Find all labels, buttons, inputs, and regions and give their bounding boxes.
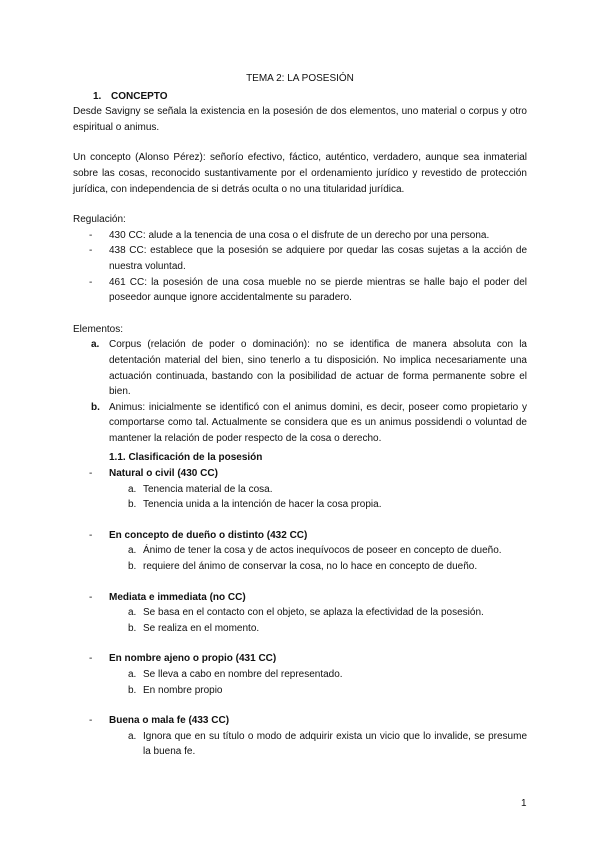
classification-label: Buena o mala fe (433 CC) bbox=[109, 715, 230, 727]
sub-item bbox=[73, 497, 527, 513]
section-label: CONCEPTO bbox=[111, 90, 168, 102]
elements-heading: Elementos: bbox=[73, 323, 124, 335]
classification-group bbox=[73, 528, 527, 544]
sub-item-text: Se lleva a cabo en nombre del representado. bbox=[143, 669, 343, 680]
spacer bbox=[73, 575, 527, 590]
list-marker: - bbox=[89, 591, 93, 603]
spacer bbox=[73, 135, 527, 150]
elements-list bbox=[73, 337, 527, 446]
classification-sublist bbox=[73, 543, 527, 574]
list-marker: - bbox=[89, 276, 93, 288]
list-marker: a. bbox=[128, 607, 137, 619]
sub-item bbox=[73, 621, 527, 637]
spacer bbox=[73, 197, 527, 212]
list-marker: - bbox=[89, 653, 93, 665]
list-marker: a. bbox=[128, 545, 137, 557]
sub-item-text: En nombre propio bbox=[143, 684, 223, 696]
list-marker: b. bbox=[91, 401, 100, 413]
classification-group bbox=[73, 651, 527, 667]
section-heading bbox=[93, 89, 527, 105]
sub-item-text: Tenencia unida a la intención de hacer la cosa propia. bbox=[143, 499, 382, 511]
element-item bbox=[73, 337, 527, 399]
list-marker: a. bbox=[91, 339, 100, 351]
sub-item-text: requiere del ánimo de conservar la cosa, no lo hace en concepto de dueño. bbox=[143, 561, 478, 573]
classification-sublist bbox=[73, 729, 527, 760]
sub-item-text: Ignora que en su título o modo de adquirir exista un vicio que lo invalide, se presume la buena fe. bbox=[143, 730, 527, 758]
classification-sublist bbox=[73, 482, 527, 513]
element-text: Corpus (relación de poder o dominación): no se identifica de manera absoluta con la detentación material del bien, sino tenerlo a tu disposición. No implica necesariamente una actuación continuada, bastando con la posibilidad de actuar de forma permanente sobre el bien. bbox=[109, 339, 527, 398]
list-marker: a. bbox=[128, 669, 137, 680]
list-marker: - bbox=[89, 715, 93, 727]
element-item bbox=[73, 400, 527, 447]
classification-sublist bbox=[73, 667, 527, 698]
regulation-heading: Regulación: bbox=[73, 214, 126, 226]
classification-label: En nombre ajeno o propio (431 CC) bbox=[109, 653, 277, 665]
sub-item-text: Se realiza en el momento. bbox=[143, 622, 260, 634]
classification-label: Natural o civil (430 CC) bbox=[109, 468, 218, 480]
list-marker: - bbox=[89, 529, 93, 541]
sub-item bbox=[73, 482, 527, 498]
classification-sublist bbox=[73, 605, 527, 636]
regulation-text: 430 CC: alude a la tenencia de una cosa o el disfrute de un derecho por una persona. bbox=[109, 229, 490, 241]
spacer bbox=[73, 698, 527, 713]
sub-item-text: Ánimo de tener la cosa y de actos inequívocos de poseer en concepto de dueño. bbox=[143, 545, 502, 557]
sub-item bbox=[73, 605, 527, 621]
sub-item bbox=[73, 559, 527, 575]
classification-label: Mediata e immediata (no CC) bbox=[109, 591, 246, 603]
sub-item bbox=[73, 683, 527, 699]
classification-heading: 1.1. Clasificación de la posesión bbox=[109, 452, 263, 464]
sub-item bbox=[73, 543, 527, 559]
list-marker: a. bbox=[128, 483, 137, 495]
classification-label: En concepto de dueño o distinto (432 CC) bbox=[109, 529, 308, 541]
element-text: Animus: inicialmente se identificó con el animus domini, es decir, poseer como propietario y comportarse como tal. Actualmente se considera que es un animus possidendi o voluntad de mantener la relación de poder respecto de la cosa o derecho. bbox=[109, 401, 527, 444]
list-marker: b. bbox=[128, 561, 137, 573]
sub-item bbox=[73, 667, 527, 683]
sub-item bbox=[73, 729, 527, 760]
concept-paragraph: Un concepto (Alonso Pérez): señorío efectivo, fáctico, auténtico, verdadero, aunque sea inmaterial sobre las cosas, reconocido sustantivamente por el ordenamiento jurídico y revestido de protección jurídica, con independencia de si detrás oculta o no una titularidad jurídica. bbox=[73, 152, 527, 195]
list-marker: - bbox=[89, 468, 93, 480]
list-marker: b. bbox=[128, 499, 137, 511]
list-marker: - bbox=[89, 245, 93, 257]
spacer bbox=[73, 513, 527, 528]
sub-item-text: Tenencia material de la cosa. bbox=[143, 483, 273, 495]
sub-item-text: Se basa en el contacto con el objeto, se aplaza la efectividad de la posesión. bbox=[143, 607, 484, 619]
classification-group bbox=[73, 466, 527, 482]
document-title: TEMA 2: LA POSESIÓN bbox=[246, 73, 354, 84]
intro-paragraph: Desde Savigny se señala la existencia en la posesión de dos elementos, uno material o corpus y otro espiritual o animus. bbox=[73, 106, 527, 133]
regulation-text: 438 CC: establece que la posesión se adquiere por quedar las cosas sujetas a la acción de nuestra voluntad. bbox=[109, 245, 527, 272]
regulation-text: 461 CC: la posesión de una cosa mueble no se pierde mientras se halle bajo el poder del poseedor aunque ignore accidentalmente su paradero. bbox=[109, 276, 527, 304]
list-marker: b. bbox=[128, 684, 137, 696]
list-marker: b. bbox=[128, 622, 137, 634]
classification-group bbox=[73, 590, 527, 606]
regulation-list bbox=[73, 228, 527, 306]
page-number: 1 bbox=[521, 798, 527, 809]
spacer bbox=[73, 636, 527, 651]
regulation-item bbox=[73, 275, 527, 306]
regulation-item bbox=[73, 243, 527, 274]
classification-group bbox=[73, 713, 527, 729]
list-marker: - bbox=[89, 229, 93, 241]
list-marker: a. bbox=[128, 730, 137, 742]
spacer bbox=[73, 306, 527, 322]
regulation-item bbox=[73, 228, 527, 244]
section-number: 1. bbox=[93, 90, 102, 102]
